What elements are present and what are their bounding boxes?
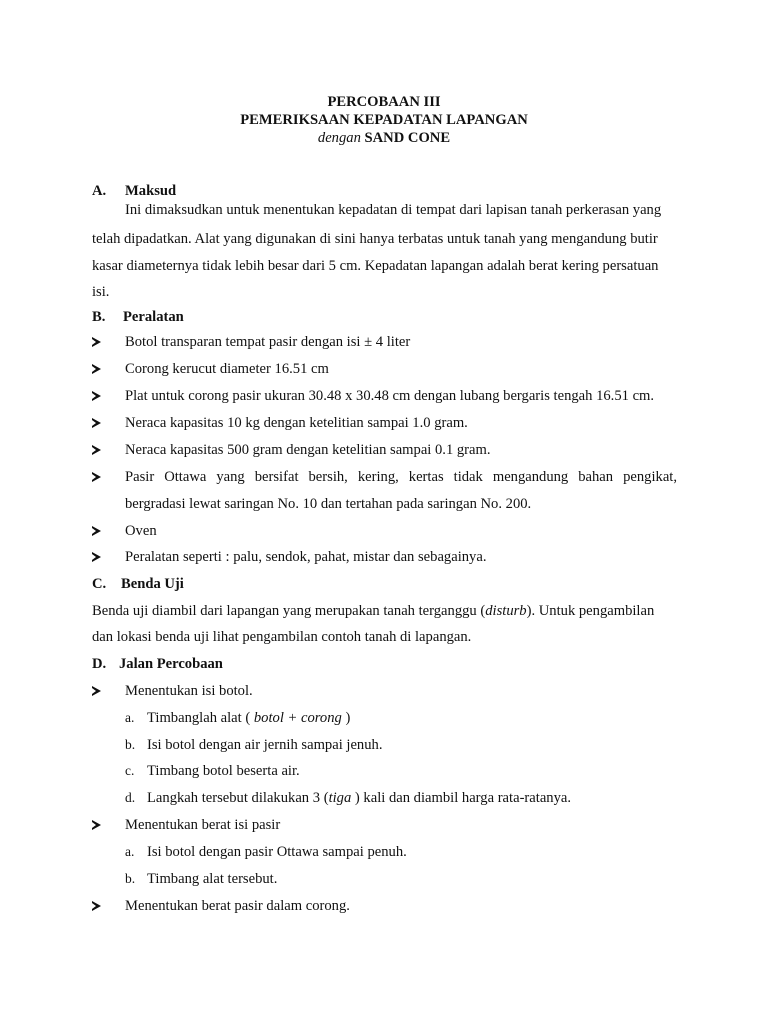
section-c-text: ). Untuk pengambilan bbox=[526, 603, 655, 619]
equipment-item: Neraca kapasitas 500 gram dengan ketelitian sampai 0.1 gram. bbox=[125, 442, 491, 458]
sub-step-letter: a. bbox=[125, 710, 135, 725]
sub-step: Timbang botol beserta air. bbox=[147, 763, 300, 779]
procedure-step: Menentukan berat isi pasir bbox=[125, 817, 281, 833]
title-line-3 bbox=[0, 130, 768, 147]
section-c-letter: C. bbox=[92, 576, 107, 592]
section-b-title: Peralatan bbox=[123, 309, 184, 325]
sub-step-text: ) kali dan diambil harga rata-ratanya. bbox=[351, 790, 572, 806]
procedure-step: Menentukan berat pasir dalam corong. bbox=[125, 898, 350, 914]
section-a-title: Maksud bbox=[125, 183, 177, 199]
section-d-letter: D. bbox=[92, 656, 107, 672]
title-line-1: PERCOBAAN III bbox=[327, 94, 441, 110]
sub-step: Timbang alat tersebut. bbox=[147, 871, 278, 887]
section-c-line-2: dan lokasi benda uji lihat pengambilan contoh tanah di lapangan. bbox=[92, 629, 472, 645]
section-c-text: Benda uji diambil dari lapangan yang merupakan tanah terganggu ( bbox=[92, 603, 486, 619]
section-c-line-1 bbox=[92, 603, 654, 620]
sub-step: Isi botol dengan air jernih sampai jenuh. bbox=[147, 737, 383, 753]
sub-step-letter: a. bbox=[125, 844, 135, 859]
sub-step-letter: c. bbox=[125, 763, 135, 778]
title-line-2: PEMERIKSAAN KEPADATAN LAPANGAN bbox=[240, 112, 528, 128]
sub-step bbox=[147, 710, 350, 727]
sub-step-text: Timbanglah alat ( bbox=[147, 710, 254, 726]
equipment-item: Oven bbox=[125, 523, 157, 539]
sub-step-italic: tiga bbox=[328, 790, 352, 806]
section-a-line-3: kasar diameternya tidak lebih besar dari 5 cm. Kepadatan lapangan adalah berat kering persatuan bbox=[92, 258, 659, 274]
equipment-item: Pasir Ottawa yang bersifat bersih, kering, kertas tidak mengandung bahan pengikat, bbox=[125, 469, 677, 485]
procedure-step: Menentukan isi botol. bbox=[125, 683, 253, 699]
sub-step bbox=[147, 790, 571, 807]
title-bold: SAND CONE bbox=[364, 130, 451, 146]
title-italic: dengan bbox=[317, 130, 361, 146]
equipment-item: Peralatan seperti : palu, sendok, pahat, mistar dan sebagainya. bbox=[125, 549, 487, 565]
section-a-line-4: isi. bbox=[92, 284, 110, 300]
sub-step-italic: botol + corong bbox=[253, 710, 342, 726]
section-d-title: Jalan Percobaan bbox=[119, 656, 223, 672]
sub-step: Isi botol dengan pasir Ottawa sampai penuh. bbox=[147, 844, 407, 860]
sub-step-letter: d. bbox=[125, 790, 136, 805]
sub-step-letter: b. bbox=[125, 871, 136, 886]
equipment-item: Corong kerucut diameter 16.51 cm bbox=[125, 361, 329, 377]
sub-step-text: Langkah tersebut dilakukan 3 ( bbox=[147, 790, 329, 806]
section-c-title: Benda Uji bbox=[121, 576, 184, 592]
section-b-letter: B. bbox=[92, 309, 106, 325]
section-a-line-1: Ini dimaksudkan untuk menentukan kepadatan di tempat dari lapisan tanah perkerasan yang bbox=[125, 202, 662, 218]
equipment-item: Neraca kapasitas 10 kg dengan ketelitian sampai 1.0 gram. bbox=[125, 415, 468, 431]
section-a-letter: A. bbox=[92, 183, 107, 199]
sub-step-letter: b. bbox=[125, 737, 136, 752]
section-a-line-2: telah dipadatkan. Alat yang digunakan di sini hanya terbatas untuk tanah yang mengandung butir bbox=[92, 231, 658, 247]
equipment-item-continuation: bergradasi lewat saringan No. 10 dan tertahan pada saringan No. 200. bbox=[125, 496, 532, 512]
equipment-item: Botol transparan tempat pasir dengan isi ± 4 liter bbox=[125, 334, 411, 350]
equipment-item: Plat untuk corong pasir ukuran 30.48 x 30.48 cm dengan lubang bergaris tengah 16.51 cm. bbox=[125, 388, 655, 404]
section-c-italic: disturb bbox=[485, 603, 527, 619]
sub-step-text: ) bbox=[341, 710, 351, 726]
